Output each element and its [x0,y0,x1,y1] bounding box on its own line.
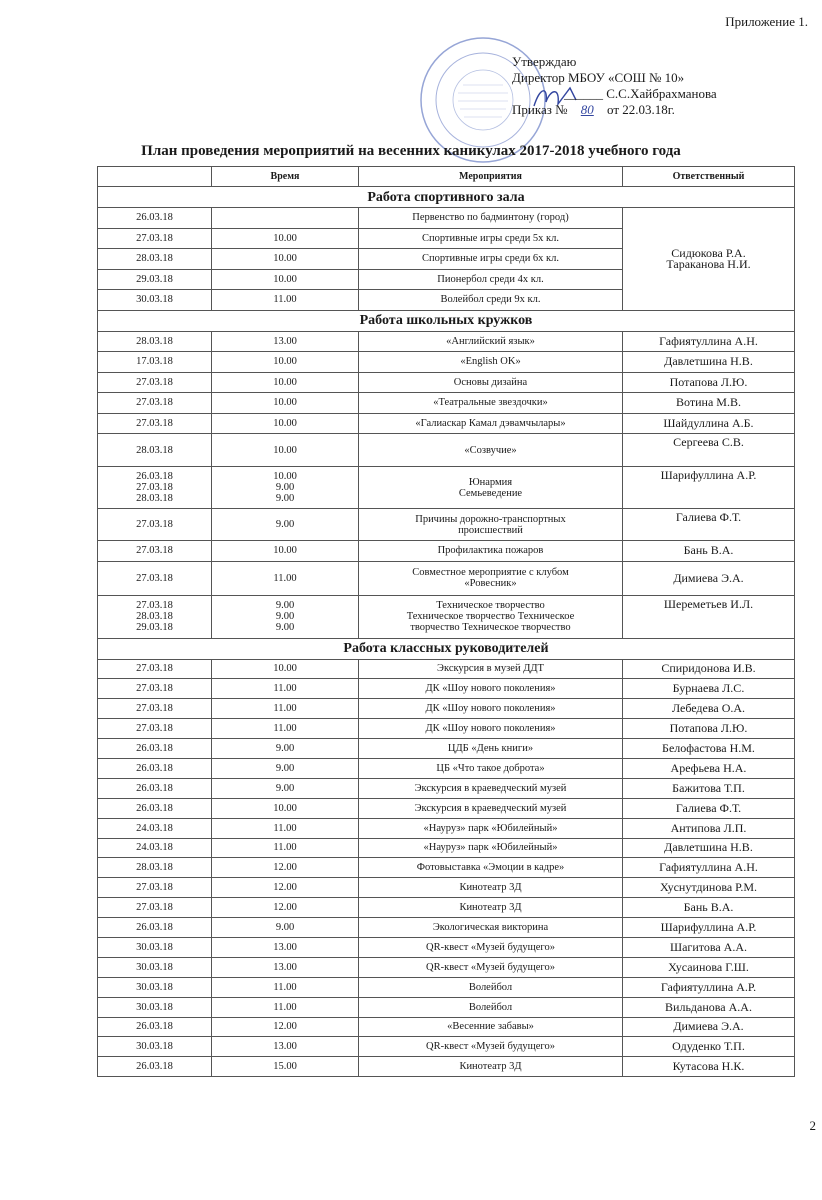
date-cell: 29.03.18 [98,269,212,290]
time-cell: 11.00 [212,699,359,719]
table-row [98,719,795,739]
table-row [98,878,795,898]
event-cell: Экскурсия в музей ДДТ [359,659,623,679]
responsible-cell: Димиева Э.А. [623,561,795,595]
section-title: Работа спортивного зала [98,187,795,208]
date-cell: 30.03.18 [98,997,212,1017]
responsible-cell: Галиева Ф.Т. [623,509,795,541]
responsible-cell: Гафиятуллина А.Н. [623,858,795,878]
responsible-cell: Хусаинова Г.Ш. [623,957,795,977]
table-row [98,561,795,595]
table-row [98,739,795,759]
table-row [98,818,795,838]
time-cell: 10.00 [212,413,359,434]
responsible-cell: Антипова Л.П. [623,818,795,838]
date-cell: 27.03.18 [98,509,212,541]
event-cell: Экскурсия в краеведческий музей [359,778,623,798]
time-cell: 10.00 [212,249,359,270]
table-header-row [98,167,795,187]
table-row [98,372,795,393]
date-cell: 27.03.18 [98,659,212,679]
event-cell: «Науруз» парк «Юбилейный» [359,818,623,838]
time-cell: 11.00 [212,997,359,1017]
time-cell: 13.00 [212,937,359,957]
events-table [97,166,795,1077]
event-cell: «Английский язык» [359,331,623,352]
date-cell: 28.03.18 [98,249,212,270]
date-cell: 30.03.18 [98,957,212,977]
table-row [98,838,795,858]
table-row [98,957,795,977]
date-cell: 26.03.18 [98,918,212,938]
event-cell: Техническое творчество Техническое творчество Техническое творчество Техническое творчество [359,595,623,638]
table-row [98,509,795,541]
time-cell: 13.00 [212,957,359,977]
event-cell: Фотовыставка «Эмоции в кадре» [359,858,623,878]
time-cell: 11.00 [212,561,359,595]
event-cell: Причины дорожно-транспортных происшествий [359,509,623,541]
table-row [98,208,795,229]
event-cell: Кинотеатр 3Д [359,878,623,898]
date-cell: 24.03.18 [98,838,212,858]
responsible-cell: Шарифуллина А.Р. [623,467,795,509]
responsible-cell: Сергеева С.В. [623,434,795,467]
header-date [98,167,212,187]
event-cell: Экскурсия в краеведческий музей [359,798,623,818]
date-cell: 27.03.18 [98,393,212,414]
event-cell: Профилактика пожаров [359,541,623,562]
time-cell: 11.00 [212,719,359,739]
event-cell: Первенство по бадминтону (город) [359,208,623,229]
order-date: от 22.03.18г. [607,102,675,117]
responsible-cell: Кутасова Н.К. [623,1057,795,1077]
time-cell: 11.00 [212,290,359,311]
table-row [98,679,795,699]
section-header-row [98,638,795,659]
table-row [98,699,795,719]
page-number: 2 [809,1118,816,1133]
approval-block [512,54,717,118]
time-cell: 9.00 [212,918,359,938]
time-cell: 11.00 [212,818,359,838]
table-row [98,778,795,798]
time-cell: 10.00 [212,434,359,467]
event-cell: «Театральные звездочки» [359,393,623,414]
event-cell: Пионербол среди 4х кл. [359,269,623,290]
responsible-cell: Шагитова А.А. [623,937,795,957]
time-cell: 10.00 [212,352,359,373]
table-row [98,798,795,818]
table-row [98,858,795,878]
event-cell: «English OK» [359,352,623,373]
approval-heading: Утверждаю [512,54,577,69]
date-cell: 28.03.18 [98,858,212,878]
date-cell: 27.03.18 [98,561,212,595]
event-cell: ДК «Шоу нового поколения» [359,679,623,699]
approval-position: Директор МБОУ «СОШ № 10» [512,70,685,85]
date-cell: 26.03.18 27.03.18 28.03.18 [98,467,212,509]
event-cell: ЦДБ «День книги» [359,739,623,759]
responsible-cell: Давлетшина Н.В. [623,838,795,858]
time-cell: 9.00 [212,509,359,541]
table-row [98,541,795,562]
responsible-cell: Шайдуллина А.Б. [623,413,795,434]
time-cell: 12.00 [212,898,359,918]
responsible-cell: Потапова Л.Ю. [623,372,795,393]
table-row [98,997,795,1017]
date-cell: 26.03.18 [98,778,212,798]
event-cell: Основы дизайна [359,372,623,393]
time-cell: 9.00 [212,778,359,798]
date-cell: 26.03.18 [98,1057,212,1077]
responsible-cell: Вотина М.В. [623,393,795,414]
table-row [98,434,795,467]
responsible-cell: Одуденко Т.П. [623,1037,795,1057]
date-cell: 26.03.18 [98,208,212,229]
time-cell: 12.00 [212,1017,359,1037]
responsible-cell: Давлетшина Н.В. [623,352,795,373]
date-cell: 27.03.18 [98,699,212,719]
header-time: Время [212,167,359,187]
responsible-cell: Арефьева Н.А. [623,758,795,778]
time-cell: 10.00 [212,228,359,249]
event-cell: Экологическая викторина [359,918,623,938]
section-header-row [98,187,795,208]
event-cell: Кинотеатр 3Д [359,898,623,918]
date-cell: 27.03.18 [98,541,212,562]
responsible-cell: Бань В.А. [623,541,795,562]
table-row [98,977,795,997]
date-cell: 26.03.18 [98,798,212,818]
date-cell: 27.03.18 [98,898,212,918]
table-row [98,758,795,778]
table-row [98,1057,795,1077]
time-cell: 10.00 [212,269,359,290]
responsible-cell: Бань В.А. [623,898,795,918]
section-header-row [98,310,795,331]
event-cell: ДК «Шоу нового поколения» [359,699,623,719]
time-cell: 11.00 [212,679,359,699]
time-cell: 10.00 [212,798,359,818]
responsible-cell: Димиева Э.А. [623,1017,795,1037]
responsible-cell: Спиридонова И.В. [623,659,795,679]
event-cell: Кинотеатр 3Д [359,1057,623,1077]
time-cell: 10.00 [212,659,359,679]
table-row [98,918,795,938]
responsible-cell: Шереметьев И.Л. [623,595,795,638]
appendix-label: Приложение 1. [725,14,808,29]
date-cell: 27.03.18 28.03.18 29.03.18 [98,595,212,638]
table-row [98,331,795,352]
responsible-cell: Гафиятуллина А.Р. [623,977,795,997]
responsible-cell: Бажитова Т.П. [623,778,795,798]
responsible-cell: Потапова Л.Ю. [623,719,795,739]
event-cell: Совместное мероприятие с клубом «Ровесник» [359,561,623,595]
event-cell: Волейбол среди 9х кл. [359,290,623,311]
event-cell: ДК «Шоу нового поколения» [359,719,623,739]
responsible-cell: Шарифуллина А.Р. [623,918,795,938]
table-row [98,393,795,414]
event-cell: «Весенние забавы» [359,1017,623,1037]
responsible-cell: Бурнаева Л.С. [623,679,795,699]
date-cell: 24.03.18 [98,818,212,838]
date-cell: 28.03.18 [98,331,212,352]
time-cell: 12.00 [212,858,359,878]
date-cell: 27.03.18 [98,228,212,249]
time-cell: 13.00 [212,331,359,352]
event-cell: «Науруз» парк «Юбилейный» [359,838,623,858]
table-row [98,937,795,957]
event-cell: «Галиаскар Камал дэвамчылары» [359,413,623,434]
event-cell: Волейбол [359,977,623,997]
date-cell: 27.03.18 [98,719,212,739]
table-row [98,352,795,373]
responsible-cell: Гафиятуллина А.Н. [623,331,795,352]
date-cell: 26.03.18 [98,758,212,778]
event-cell: Спортивные игры среди 5х кл. [359,228,623,249]
document-title: План проведения мероприятий на весенних каникулах 2017-2018 учебного года [141,143,681,159]
event-cell: QR-квест «Музей будущего» [359,957,623,977]
date-cell: 27.03.18 [98,413,212,434]
event-cell: Волейбол [359,997,623,1017]
approval-director-name: ______ С.С.Хайбрахманова [564,86,717,101]
time-cell: 10.00 [212,372,359,393]
responsible-cell: Вильданова А.А. [623,997,795,1017]
section-title: Работа классных руководителей [98,638,795,659]
date-cell: 27.03.18 [98,372,212,393]
header-responsible: Ответственный [623,167,795,187]
table-row [98,898,795,918]
time-cell: 9.00 9.00 9.00 [212,595,359,638]
time-cell: 9.00 [212,758,359,778]
time-cell: 15.00 [212,1057,359,1077]
time-cell: 10.00 [212,541,359,562]
event-cell: QR-квест «Музей будущего» [359,1037,623,1057]
event-cell: QR-квест «Музей будущего» [359,937,623,957]
time-cell: 11.00 [212,838,359,858]
responsible-cell: Белофастова Н.М. [623,739,795,759]
responsible-cell: Лебедева О.А. [623,699,795,719]
time-cell: 10.00 [212,393,359,414]
event-cell: Спортивные игры среди 6х кл. [359,249,623,270]
responsible-cell: Галиева Ф.Т. [623,798,795,818]
table-row [98,413,795,434]
table-row [98,659,795,679]
date-cell: 28.03.18 [98,434,212,467]
date-cell: 27.03.18 [98,878,212,898]
date-cell: 27.03.18 [98,679,212,699]
time-cell: 9.00 [212,739,359,759]
date-cell: 17.03.18 [98,352,212,373]
table-row [98,595,795,638]
date-cell: 26.03.18 [98,739,212,759]
date-cell: 30.03.18 [98,937,212,957]
table-row [98,1037,795,1057]
time-cell: 10.00 9.00 9.00 [212,467,359,509]
section-title: Работа школьных кружков [98,310,795,331]
event-cell: «Созвучие» [359,434,623,467]
director-name: С.С.Хайбрахманова [606,86,717,101]
header-event: Мероприятия [359,167,623,187]
table-row [98,1017,795,1037]
approval-order [512,102,717,118]
order-label: Приказ № [512,102,568,117]
date-cell: 30.03.18 [98,977,212,997]
time-cell [212,208,359,229]
time-cell: 13.00 [212,1037,359,1057]
time-cell: 12.00 [212,878,359,898]
date-cell: 30.03.18 [98,1037,212,1057]
responsible-cell: Сидюкова Р.А. Тараканова Н.И. [623,208,795,311]
event-cell: Юнармия Семьеведение [359,467,623,509]
responsible-cell: Хуснутдинова Р.М. [623,878,795,898]
date-cell: 30.03.18 [98,290,212,311]
order-number: 80 [580,102,594,117]
event-cell: ЦБ «Что такое доброта» [359,758,623,778]
table-row [98,467,795,509]
time-cell: 11.00 [212,977,359,997]
date-cell: 26.03.18 [98,1017,212,1037]
